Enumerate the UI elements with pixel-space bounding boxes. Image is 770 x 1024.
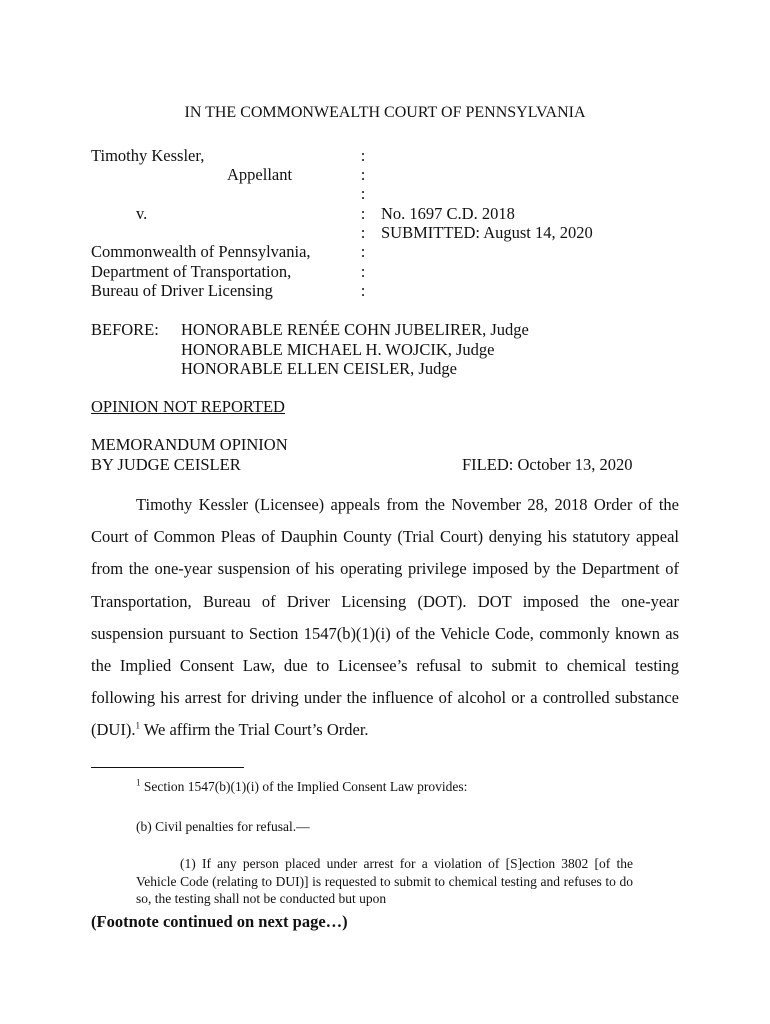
judge-line: HONORABLE ELLEN CEISLER, Judge	[181, 359, 457, 378]
court-header: IN THE COMMONWEALTH COURT OF PENNSYLVANIA	[184, 104, 586, 121]
appellee-line-2: Department of Transportation,	[91, 262, 292, 281]
opinion-paragraph	[91, 489, 679, 747]
caption-colon: :	[360, 184, 366, 203]
submitted-date: SUBMITTED: August 14, 2020	[381, 223, 593, 242]
footnote-number: 1	[136, 777, 141, 788]
opinion-not-reported: OPINION NOT REPORTED	[91, 397, 285, 416]
docket-number: No. 1697 C.D. 2018	[381, 204, 515, 223]
filed-date: FILED: October 13, 2020	[462, 455, 633, 474]
versus-label: v.	[136, 204, 148, 223]
caption-colon: :	[360, 223, 366, 242]
caption-colon: :	[360, 262, 366, 281]
caption-colon: :	[360, 165, 366, 184]
caption-colon: :	[360, 281, 366, 300]
appellant-name: Timothy Kessler,	[91, 146, 205, 165]
caption-colon: :	[360, 242, 366, 261]
appellee-line-1: Commonwealth of Pennsylvania,	[91, 242, 311, 261]
footnote-reference: 1	[135, 720, 140, 731]
footnote-intro	[136, 778, 467, 795]
caption-colon: :	[360, 204, 366, 223]
judge-line: HONORABLE RENÉE COHN JUBELIRER, Judge	[181, 320, 529, 339]
opinion-text: Timothy Kessler (Licensee) appeals from the November 28, 2018 Order of the Court of Common Pleas of Dauphin County (Trial Court) denying his statutory appeal from the one-year suspension of his operating privilege imposed by the Department of Transportation, Bureau of Driver Licensing (DOT). DOT imposed the one-year suspension pursuant to Section 1547(b)(1)(i) of the Vehicle Code, commonly known as the Implied Consent Law, due to Licensee’s refusal to submit to chemical testing following his arrest for driving under the influence of alcohol or a controlled substance (DUI).	[91, 495, 679, 740]
judge-line: HONORABLE MICHAEL H. WOJCIK, Judge	[181, 340, 495, 359]
footnote-quote: (1) If any person placed under arrest for a violation of [S]ection 3802 [of the Vehicle Code (relating to DUI)] is requested to submit to chemical testing and refuses to do so, the testing shall not be conducted but upon	[136, 856, 633, 907]
footnote-divider	[91, 767, 244, 768]
footnote-intro-text: Section 1547(b)(1)(i) of the Implied Consent Law provides:	[140, 779, 468, 794]
opinion-conclusion: We affirm the Trial Court’s Order.	[139, 720, 369, 740]
before-label: BEFORE:	[91, 320, 159, 339]
opinion-author: BY JUDGE CEISLER	[91, 455, 241, 474]
caption-colon: :	[360, 146, 366, 165]
footnote-continued: (Footnote continued on next page…)	[91, 912, 348, 931]
memorandum-title: MEMORANDUM OPINION	[91, 435, 288, 454]
footnote-heading: (b) Civil penalties for refusal.—	[136, 819, 310, 834]
appellant-role: Appellant	[227, 165, 293, 184]
appellee-line-3: Bureau of Driver Licensing	[91, 281, 273, 300]
